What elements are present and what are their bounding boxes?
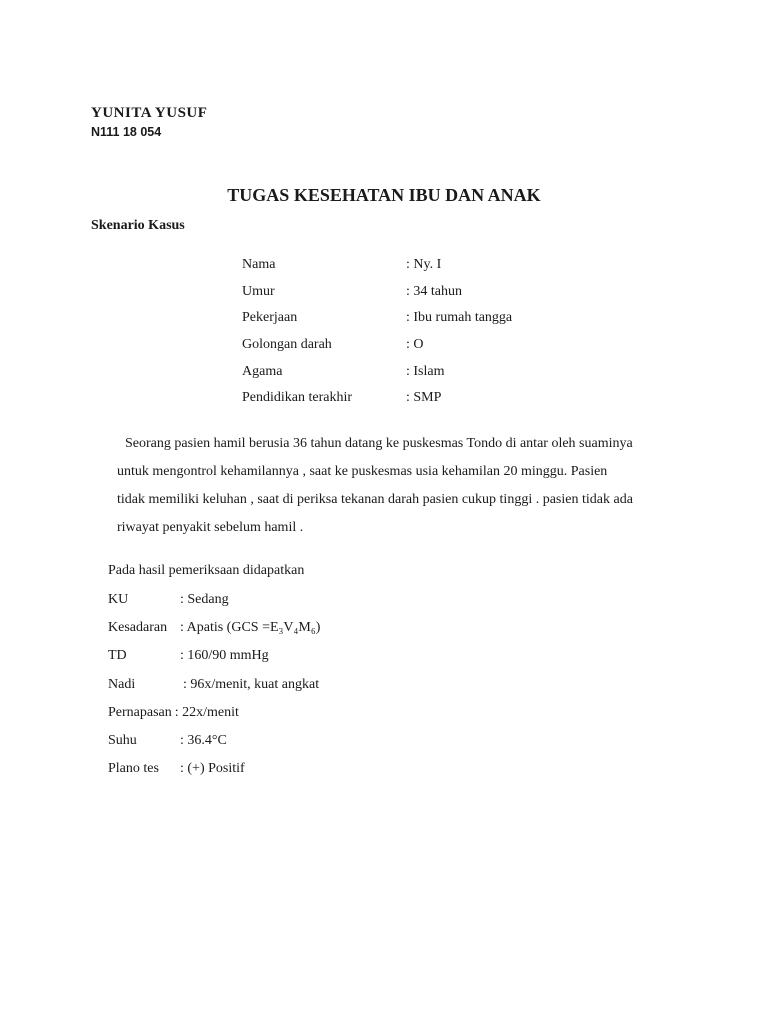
identity-row-umur bbox=[242, 279, 512, 306]
exam-value: : Sedang bbox=[180, 592, 229, 608]
identity-value: : 34 tahun bbox=[406, 283, 462, 299]
exam-row-nadi bbox=[108, 671, 320, 699]
exam-value: : 160/90 mmHg bbox=[180, 648, 269, 664]
exam-row-ku bbox=[108, 586, 320, 614]
exam-label: TD bbox=[108, 648, 127, 664]
paragraph-line: riwayat penyakit sebelum hamil . bbox=[117, 520, 304, 535]
exam-row-plano-tes bbox=[108, 755, 320, 783]
paragraph-line: untuk mengontrol kehamilannya , saat ke puskesmas usia kehamilan 20 minggu. Pasien bbox=[117, 464, 608, 479]
identity-value: : Islam bbox=[406, 363, 445, 379]
author-name: YUNITA YUSUF bbox=[91, 105, 208, 121]
exam-label: Plano tes bbox=[108, 761, 159, 777]
identity-value: : O bbox=[406, 337, 424, 353]
identity-label: Golongan darah bbox=[242, 337, 332, 353]
case-paragraph bbox=[117, 430, 687, 542]
exam-label: Kesadaran bbox=[108, 620, 168, 636]
identity-value: : Ibu rumah tangga bbox=[406, 310, 513, 326]
exam-value: : 96x/menit, kuat angkat bbox=[183, 676, 320, 692]
identity-label: Pendidikan terakhir bbox=[242, 390, 353, 406]
identity-value: : Ny. I bbox=[406, 257, 442, 273]
section-heading: Skenario Kasus bbox=[91, 218, 185, 233]
exam-value: : (+) Positif bbox=[180, 761, 245, 777]
exam-row-kesadaran bbox=[108, 614, 320, 642]
identity-label: Agama bbox=[242, 363, 283, 379]
exam-label: Suhu bbox=[108, 733, 137, 749]
document-title: TUGAS KESEHATAN IBU DAN ANAK bbox=[227, 185, 541, 205]
identity-row-nama bbox=[242, 252, 512, 279]
identity-label: Pekerjaan bbox=[242, 310, 298, 326]
exam-intro: Pada hasil pemeriksaan didapatkan bbox=[108, 563, 305, 578]
exam-row-td bbox=[108, 642, 320, 670]
identity-row-pendidikan bbox=[242, 385, 512, 412]
exam-row-pernapasan bbox=[108, 699, 320, 727]
exam-label: KU bbox=[108, 592, 129, 608]
identity-label: Nama bbox=[242, 257, 276, 273]
exam-results-table bbox=[108, 586, 320, 783]
identity-value: : SMP bbox=[406, 390, 442, 406]
paragraph-line: tidak memiliki keluhan , saat di periksa tekanan darah pasien cukup tinggi . pasien tidak ada bbox=[117, 492, 633, 507]
patient-identity-table bbox=[242, 252, 512, 412]
identity-row-agama bbox=[242, 358, 512, 385]
exam-value: : 36.4°C bbox=[180, 733, 227, 749]
paragraph-line: Seorang pasien hamil berusia 36 tahun datang ke puskesmas Tondo di antar oleh suaminya bbox=[125, 436, 633, 451]
author-id: N111 18 054 bbox=[91, 125, 162, 139]
identity-label: Umur bbox=[242, 283, 275, 299]
exam-label: Nadi bbox=[108, 676, 136, 692]
exam-value: : Apatis (GCS =E₃V₄M₆) bbox=[180, 620, 321, 636]
exam-row-suhu bbox=[108, 727, 320, 755]
exam-label: Pernapasan bbox=[108, 704, 172, 720]
identity-row-golongan-darah bbox=[242, 332, 512, 359]
exam-value: : 22x/menit bbox=[174, 704, 239, 720]
identity-row-pekerjaan bbox=[242, 305, 512, 332]
